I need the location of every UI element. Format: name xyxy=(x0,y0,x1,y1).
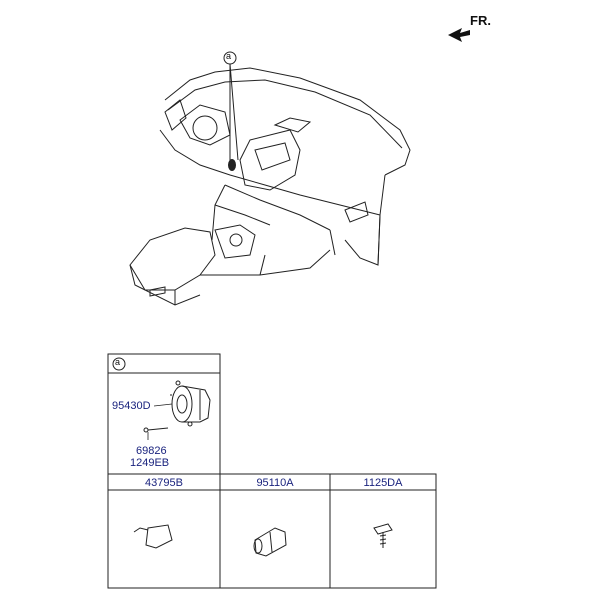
cable-tie-tag-drawing xyxy=(134,525,172,548)
switch-location-marker xyxy=(228,159,236,171)
callout-a-main-label: a xyxy=(226,51,232,61)
callout-a-detail-label: a xyxy=(115,357,121,367)
screw-drawing xyxy=(144,428,168,432)
dashboard-illustration xyxy=(130,64,410,305)
part-number-69826: 69826 xyxy=(136,445,167,457)
front-direction-label: FR. xyxy=(470,13,491,28)
bolt-drawing xyxy=(374,524,392,548)
column-header-95110a: 95110A xyxy=(256,477,294,489)
column-header-43795b: 43795B xyxy=(145,477,183,489)
connector-drawing xyxy=(254,528,286,556)
part-number-1249eb: 1249EB xyxy=(130,457,170,469)
switch-part-drawing xyxy=(170,381,210,426)
front-arrow-icon xyxy=(448,28,470,42)
part-number-95430d: 95430D xyxy=(112,400,151,412)
detail-leaders xyxy=(148,404,172,440)
column-header-1125da: 1125DA xyxy=(363,477,403,489)
